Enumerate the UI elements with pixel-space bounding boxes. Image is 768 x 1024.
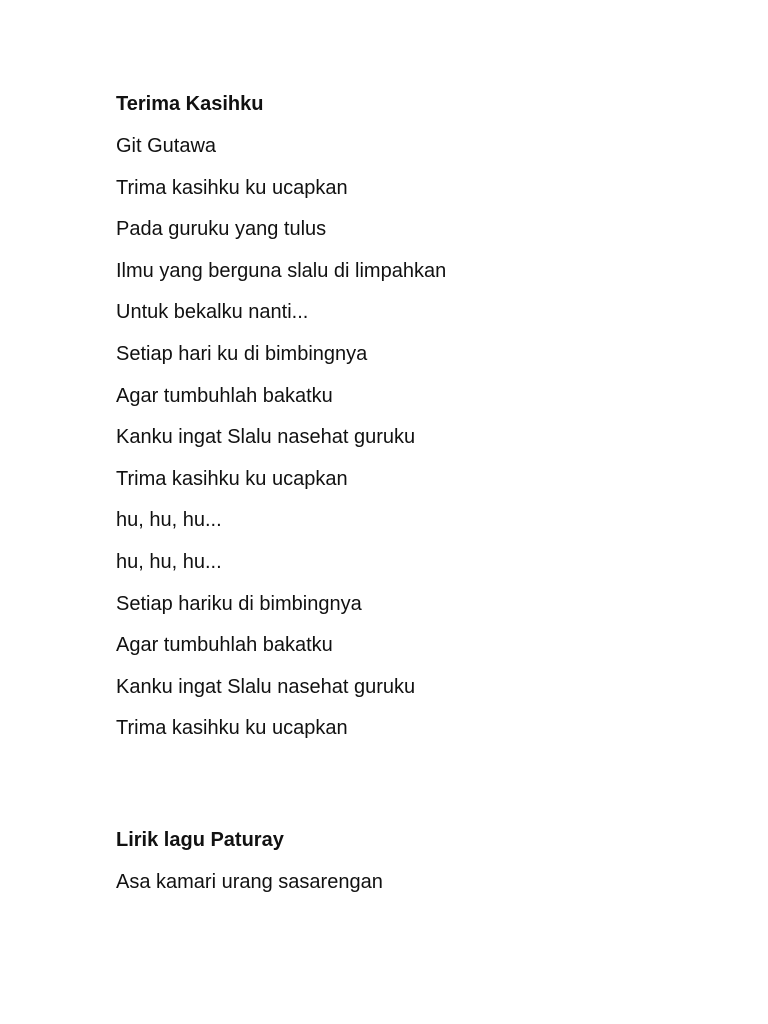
lyric-line: Ilmu yang berguna slalu di limpahkan	[116, 259, 447, 282]
lyric-line: hu, hu, hu...	[116, 509, 222, 532]
song-terima-kasihku	[116, 90, 736, 742]
lyric-line: Trima kasihku ku ucapkan	[116, 467, 348, 490]
song-title: Terima Kasihku	[116, 93, 264, 115]
document-page	[116, 90, 736, 910]
lyric-line: Trima kasihku ku ucapkan	[116, 717, 348, 740]
lyric-line: Asa kamari urang sasarengan	[116, 871, 383, 894]
lyric-line: Agar tumbuhlah bakatku	[116, 384, 333, 407]
lyric-line: Setiap hariku di bimbingnya	[116, 592, 362, 615]
song-artist: Git Gutawa	[116, 135, 217, 157]
lyric-line: Kanku ingat Slalu nasehat guruku	[116, 426, 416, 449]
lyric-line: Setiap hari ku di bimbingnya	[116, 342, 368, 365]
lyric-line: Pada guruku yang tulus	[116, 218, 327, 241]
lyric-line: Agar tumbuhlah bakatku	[116, 634, 333, 657]
song-paturay	[116, 826, 736, 896]
lyric-line: Kanku ingat Slalu nasehat guruku	[116, 675, 416, 698]
song-title: Lirik lagu Paturay	[116, 829, 284, 852]
lyric-line: Untuk bekalku nanti...	[116, 301, 309, 324]
lyric-line: hu, hu, hu...	[116, 550, 222, 573]
lyric-line: Trima kasihku ku ucapkan	[116, 176, 348, 199]
